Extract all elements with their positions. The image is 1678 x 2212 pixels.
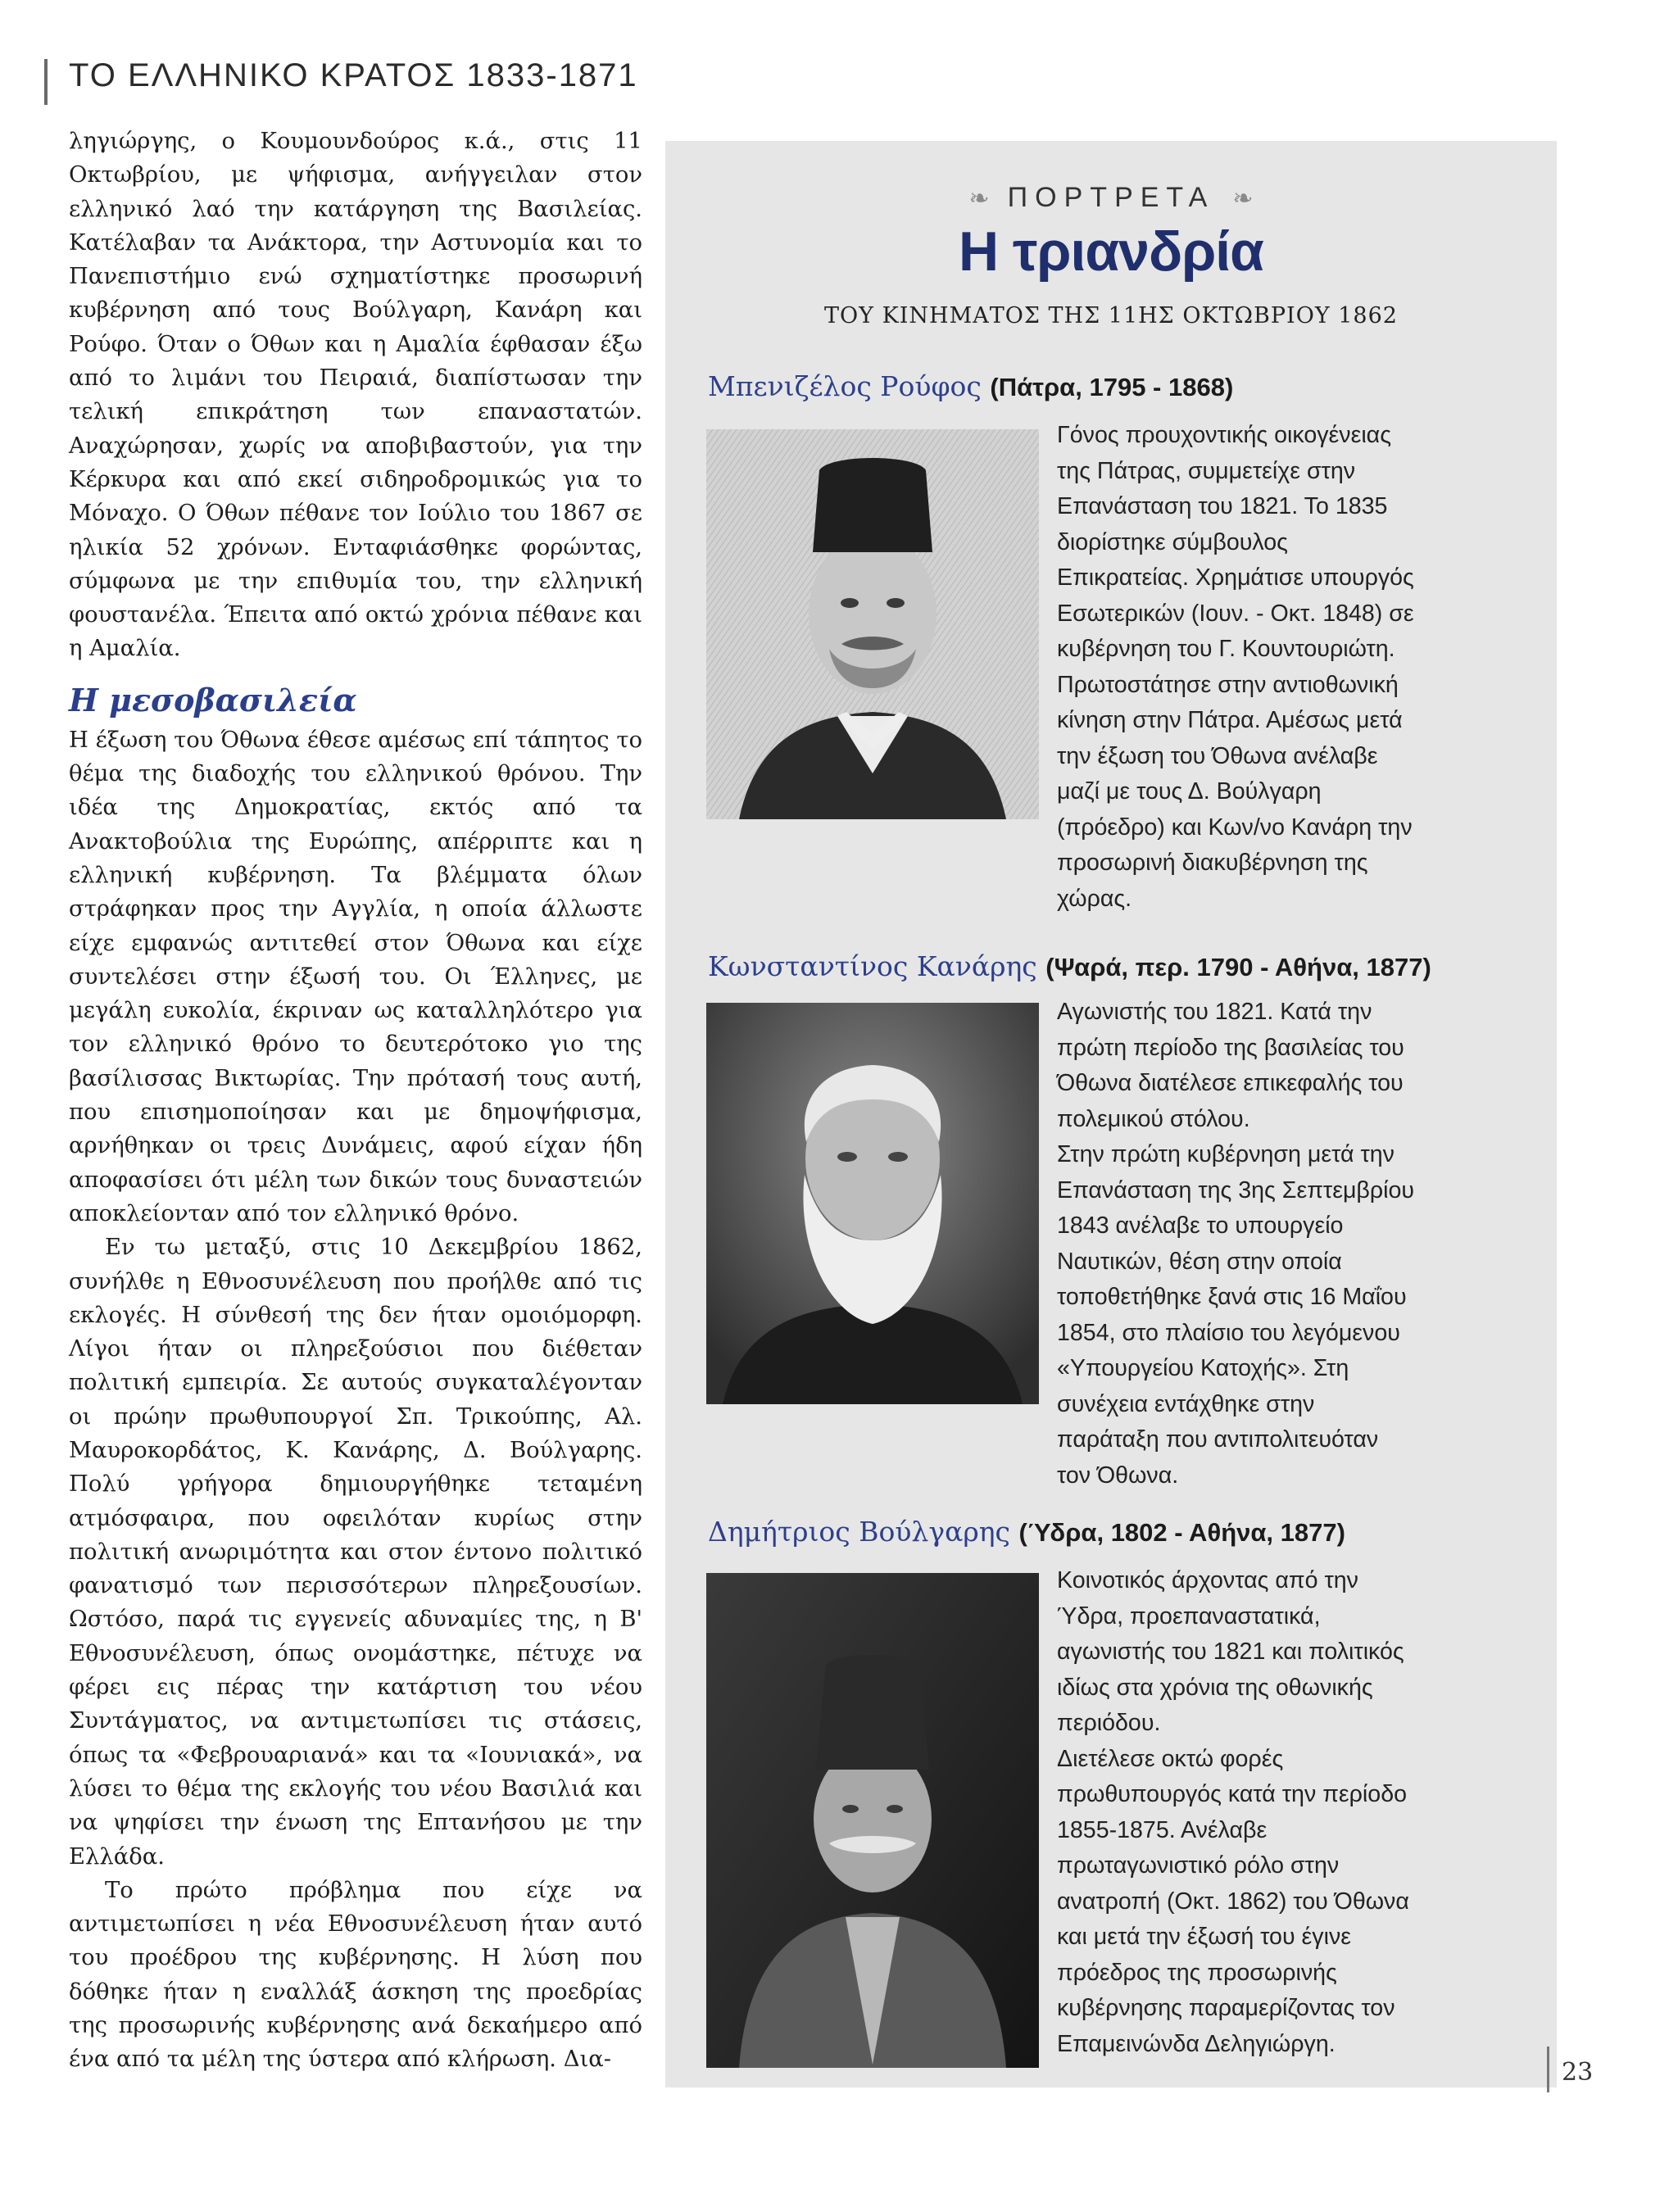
portrait-bio-kanaris: Αγωνιστής του 1821. Κατά την πρώτη περίοδο της βασιλείας του Όθωνα διατέλεσε επικεφαλής του πολεμικού στόλου. Στην πρώτη κυβέρνηση μετά την Επανάσταση της 3ης Σεπτεμβρίου 1843 ανέλαβε το υπουργείο Ναυτικών, θέση στην οποία τοποθετήθηκε ξανά στις 16 Μαΐου 1854, στο πλαίσιο του λεγόμενου «Υπουργείου Κατοχής». Στη συνέχεια εντάχθηκε στην παράταξη που αντιπολιτευόταν τον Όθωνα.: [1057, 999, 1415, 1489]
paragraph-4: Το πρώτο πρόβλημα που είχε να αντιμετωπίσει η νέα Εθνοσυνέλευση ήταν αυτό του προέδρου της κυβέρνησης. Η λύση που δόθηκε ήταν η εναλλάξ άσκηση της προεδρίας της προσωρινής κυβέρνησης ανά δεκαήμερο από ένα από τα μέλη της ύστερα από κλήρωση. Δια-: [69, 1877, 642, 2073]
header-rule: [44, 59, 48, 105]
portraits-sidebar: [665, 141, 1557, 2087]
portrait-dates: (Πάτρα, 1795 - 1868): [990, 373, 1234, 401]
footer-rule: [1547, 2047, 1549, 2092]
page-number: 23: [1562, 2058, 1594, 2087]
portrait-name: Κωνσταντίνος Κανάρης: [708, 950, 1037, 982]
sidebar-kicker: [665, 182, 1557, 214]
paragraph-2: Η έξωση του Όθωνα έθεσε αμέσως επί τάπητος το θέμα της διαδοχής του ελληνικού θρόνου. Την ιδέα της Δημοκρατίας, εκτός από τα Ανακτοβούλια της Ευρώπης, απέρριπτε και η ελληνική κυβέρνηση. Τα βλέμματα όλων στράφηκαν προς την Αγγλία, η οποία άλλωστε είχε εμφανώς αντιτεθεί στον Όθωνα και είχε συντελέσει στην έξωσή του. Οι Έλληνες, με μεγάλη ευκολία, έκριναν ως καταλληλότερο για τον ελληνικό θρόνο το δευτερότοκο γιο της βασίλισσας Βικτωρίας. Την πρότασή τους αυτή, που επισημοποίησαν και με δημοψήφισμα, αρνήθηκαν οι τρεις Δυνάμεις, αφού είχαν ήδη αποφασίσει ότι μέλη των δικών τους δυναστειών αποκλείονταν από τον ελληνικό θρόνο.: [69, 727, 642, 1226]
portrait-dates: (Ψαρά, περ. 1790 - Αθήνα, 1877): [1045, 953, 1431, 981]
ornament-icon: ❧: [1232, 185, 1254, 212]
left-column: [69, 125, 642, 2077]
portrait-dates: (Ύδρα, 1802 - Αθήνα, 1877): [1018, 1518, 1345, 1547]
portrait-name: Δημήτριος Βούλγαρης: [708, 1516, 1011, 1548]
paragraph-3: Εν τω μεταξύ, στις 10 Δεκεμβρίου 1862, συνήλθε η Εθνοσυνέλευση που προήλθε από τις εκλογές. Η σύνθεσή της δεν ήταν ομοιόμορφη. Λίγοι ήταν οι πληρεξούσιοι που διέθεταν πολιτική εμπειρία. Σε αυτούς συγκαταλέγονταν οι πρώην πρωθυπουργοί Σπ. Τρικούπης, Αλ. Μαυροκορδάτος, Κ. Κανάρης, Δ. Βούλγαρης. Πολύ γρήγορα δημιουργήθηκε τεταμένη ατμόσφαιρα, που οφειλόταν κυρίως στην πολιτική ανωριμότητα και στον έντονο πολιτικό φανατισμό των περισσότερων πληρεξουσίων. Ωστόσο, παρά τις εγγενείς αδυναμίες της, η Β' Εθνοσυνέλευση, όπως ονομάστηκε, πέτυχε να φέρει εις πέρας την κατάρτιση του νέου Συντάγματος, να αντιμετωπίσει τις στάσεις, όπως τα «Φεβρουαριανά» και τα «Ιουνιακά», να λύσει το θέμα της εκλογής του νέου Βασιλιά και να ψηφίσει την ένωση της Επτανήσου με την Ελλάδα.: [69, 1235, 642, 1870]
running-head: ΤΟ ΕΛΛΗΝΙΚΟ ΚΡΑΤΟΣ 1833-1871: [69, 57, 638, 93]
portrait-bio-voulgaris: Κοινοτικός άρχοντας από την Ύδρα, προεπαναστατικά, αγωνιστής του 1821 και πολιτικός ιδίως στα χρόνια της οθωνικής περιόδου. Διετέλεσε οκτώ φορές πρωθυπουργός κατά την περίοδο 1855-1875. Ανέλαβε πρωταγωνιστικό ρόλο στην ανατροπή (Οκτ. 1862) του Όθωνα και μετά την έξωσή του έγινε πρόεδρος της προσωρινής κυβέρνησης παραμερίζοντας τον Επαμεινώνδα Δεληγιώργη.: [1057, 1567, 1409, 2057]
portrait-photo-kanaris: [706, 1003, 1039, 1404]
portrait-name: Μπενιζέλος Ρούφος: [708, 370, 982, 402]
portrait-photo-voulgaris: [706, 1573, 1039, 2068]
sidebar-kicker-label: ΠΟΡΤΡΕΤΑ: [1007, 182, 1215, 213]
paragraph-1: ληγιώργης, ο Κουμουνδούρος κ.ά., στις 11 Οκτωβρίου, με ψήφισμα, ανήγγειλαν στον ελληνικό λαό την κατάργηση της Βασιλείας. Κατέλαβαν τα Ανάκτορα, την Αστυνομία και το Πανεπιστήμιο ενώ σχηματίστηκε προσωρινή κυβέρνηση από τους Βούλγαρη, Κανάρη και Ρούφο. Όταν ο Όθων και η Αμαλία έφθασαν έξω από το λιμάνι του Πειραιά, διαπίστωσαν την τελική επικράτηση των επαναστατών. Αναχώρησαν, χωρίς να αποβιβαστούν, για την Κέρκυρα και από εκεί σιδηροδρομικώς για το Μόναχο. Ο Όθων πέθανε τον Ιούλιο του 1867 σε ηλικία 52 χρόνων. Ενταφιάσθηκε φορώντας, σύμφωνα με την επιθυμία του, την ελληνική φουστανέλα. Έπειτα από οκτώ χρόνια πέθανε και η Αμαλία.: [69, 129, 642, 662]
sidebar-subtitle: ΤΟΥ ΚΙΝΗΜΑΤΟΣ ΤΗΣ 11ΗΣ ΟΚΤΩΒΡΙΟΥ 1862: [824, 303, 1398, 329]
sidebar-title: Η τριανδρία: [959, 220, 1263, 283]
section-heading: Η μεσοβασιλεία: [69, 681, 357, 718]
portrait-photo-rufos: [706, 429, 1039, 819]
portrait-bio-rufos: Γόνος προυχοντικής οικογένειας της Πάτρας, συμμετείχε στην Επανάσταση του 1821. Το 1835 διορίστηκε σύμβουλος Επικρατείας. Χρημάτισε υπουργός Εσωτερικών (Ιουν. - Οκτ. 1848) σε κυβέρνηση του Γ. Κουντουριώτη. Πρωτοστάτησε στην αντιοθωνική κίνηση στην Πάτρα. Αμέσως μετά την έξωση του Όθωνα ανέλαβε μαζί με τους Δ. Βούλγαρη (πρόεδρο) και Κων/νο Κανάρη την προσωρινή διακυβέρνηση της χώρας.: [1057, 422, 1414, 912]
portrait-heading-kanaris: [708, 949, 1431, 986]
portrait-heading-rufos: [708, 369, 1233, 406]
ornament-icon: ❧: [968, 185, 990, 212]
portrait-heading-voulgaris: [708, 1514, 1345, 1551]
